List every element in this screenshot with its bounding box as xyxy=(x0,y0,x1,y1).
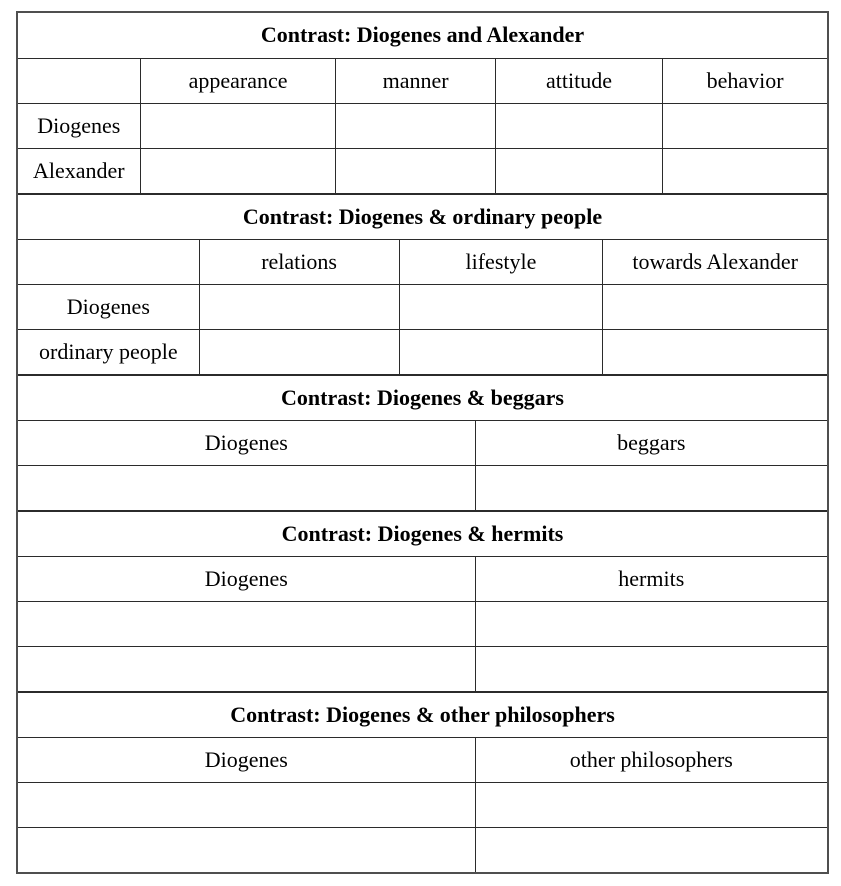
blank-cell[interactable] xyxy=(18,646,475,691)
column-header-diogenes: Diogenes xyxy=(18,420,475,465)
blank-cell[interactable] xyxy=(140,148,336,193)
column-header-appearance: appearance xyxy=(140,58,336,103)
blank-cell[interactable] xyxy=(140,103,336,148)
column-header-hermits: hermits xyxy=(475,556,827,601)
row-label-ordinary-people: ordinary people xyxy=(18,329,199,374)
blank-cell[interactable] xyxy=(18,601,475,646)
column-header-relations: relations xyxy=(199,239,399,284)
blank-cell[interactable] xyxy=(199,284,399,329)
blank-cell[interactable] xyxy=(199,329,399,374)
blank-cell[interactable] xyxy=(495,148,662,193)
header-row xyxy=(18,420,827,465)
blank-cell[interactable] xyxy=(663,148,827,193)
header-row xyxy=(18,556,827,601)
section-title-row xyxy=(18,692,827,737)
contrast-table-diogenes-other-philosophers xyxy=(18,692,827,873)
column-header-blank xyxy=(18,58,140,103)
contrast-table-diogenes-ordinary-people xyxy=(18,194,827,375)
blank-cell[interactable] xyxy=(399,329,603,374)
blank-cell[interactable] xyxy=(495,103,662,148)
blank-cell[interactable] xyxy=(18,465,475,510)
worksheet-frame xyxy=(16,11,829,874)
section-title: Contrast: Diogenes & ordinary people xyxy=(18,194,827,239)
column-header-lifestyle: lifestyle xyxy=(399,239,603,284)
table-row xyxy=(18,646,827,691)
table-row xyxy=(18,284,827,329)
column-header-attitude: attitude xyxy=(495,58,662,103)
blank-cell[interactable] xyxy=(18,782,475,827)
table-row xyxy=(18,465,827,510)
section-title: Contrast: Diogenes and Alexander xyxy=(18,13,827,58)
blank-cell[interactable] xyxy=(336,103,495,148)
blank-cell[interactable] xyxy=(336,148,495,193)
column-header-manner: manner xyxy=(336,58,495,103)
header-row xyxy=(18,737,827,782)
section-title: Contrast: Diogenes & beggars xyxy=(18,375,827,420)
blank-cell[interactable] xyxy=(399,284,603,329)
section-title-row xyxy=(18,194,827,239)
column-header-diogenes: Diogenes xyxy=(18,737,475,782)
column-header-other-philosophers: other philosophers xyxy=(475,737,827,782)
blank-cell[interactable] xyxy=(603,284,827,329)
blank-cell[interactable] xyxy=(603,329,827,374)
contrast-table-diogenes-beggars xyxy=(18,375,827,511)
section-title-row xyxy=(18,13,827,58)
column-header-blank xyxy=(18,239,199,284)
blank-cell[interactable] xyxy=(18,827,475,872)
table-row xyxy=(18,148,827,193)
section-title: Contrast: Diogenes & other philosophers xyxy=(18,692,827,737)
column-header-behavior: behavior xyxy=(663,58,827,103)
table-row xyxy=(18,329,827,374)
column-header-beggars: beggars xyxy=(475,420,827,465)
header-row xyxy=(18,239,827,284)
row-label-diogenes: Diogenes xyxy=(18,284,199,329)
blank-cell[interactable] xyxy=(475,601,827,646)
blank-cell[interactable] xyxy=(475,465,827,510)
column-header-diogenes: Diogenes xyxy=(18,556,475,601)
row-label-alexander: Alexander xyxy=(18,148,140,193)
table-row xyxy=(18,103,827,148)
section-title-row xyxy=(18,375,827,420)
section-title: Contrast: Diogenes & hermits xyxy=(18,511,827,556)
blank-cell[interactable] xyxy=(663,103,827,148)
column-header-towards-alexander: towards Alexander xyxy=(603,239,827,284)
table-row xyxy=(18,601,827,646)
blank-cell[interactable] xyxy=(475,782,827,827)
table-row xyxy=(18,827,827,872)
row-label-diogenes: Diogenes xyxy=(18,103,140,148)
blank-cell[interactable] xyxy=(475,827,827,872)
contrast-table-diogenes-hermits xyxy=(18,511,827,692)
table-row xyxy=(18,782,827,827)
contrast-table-diogenes-alexander xyxy=(18,13,827,194)
blank-cell[interactable] xyxy=(475,646,827,691)
header-row xyxy=(18,58,827,103)
section-title-row xyxy=(18,511,827,556)
